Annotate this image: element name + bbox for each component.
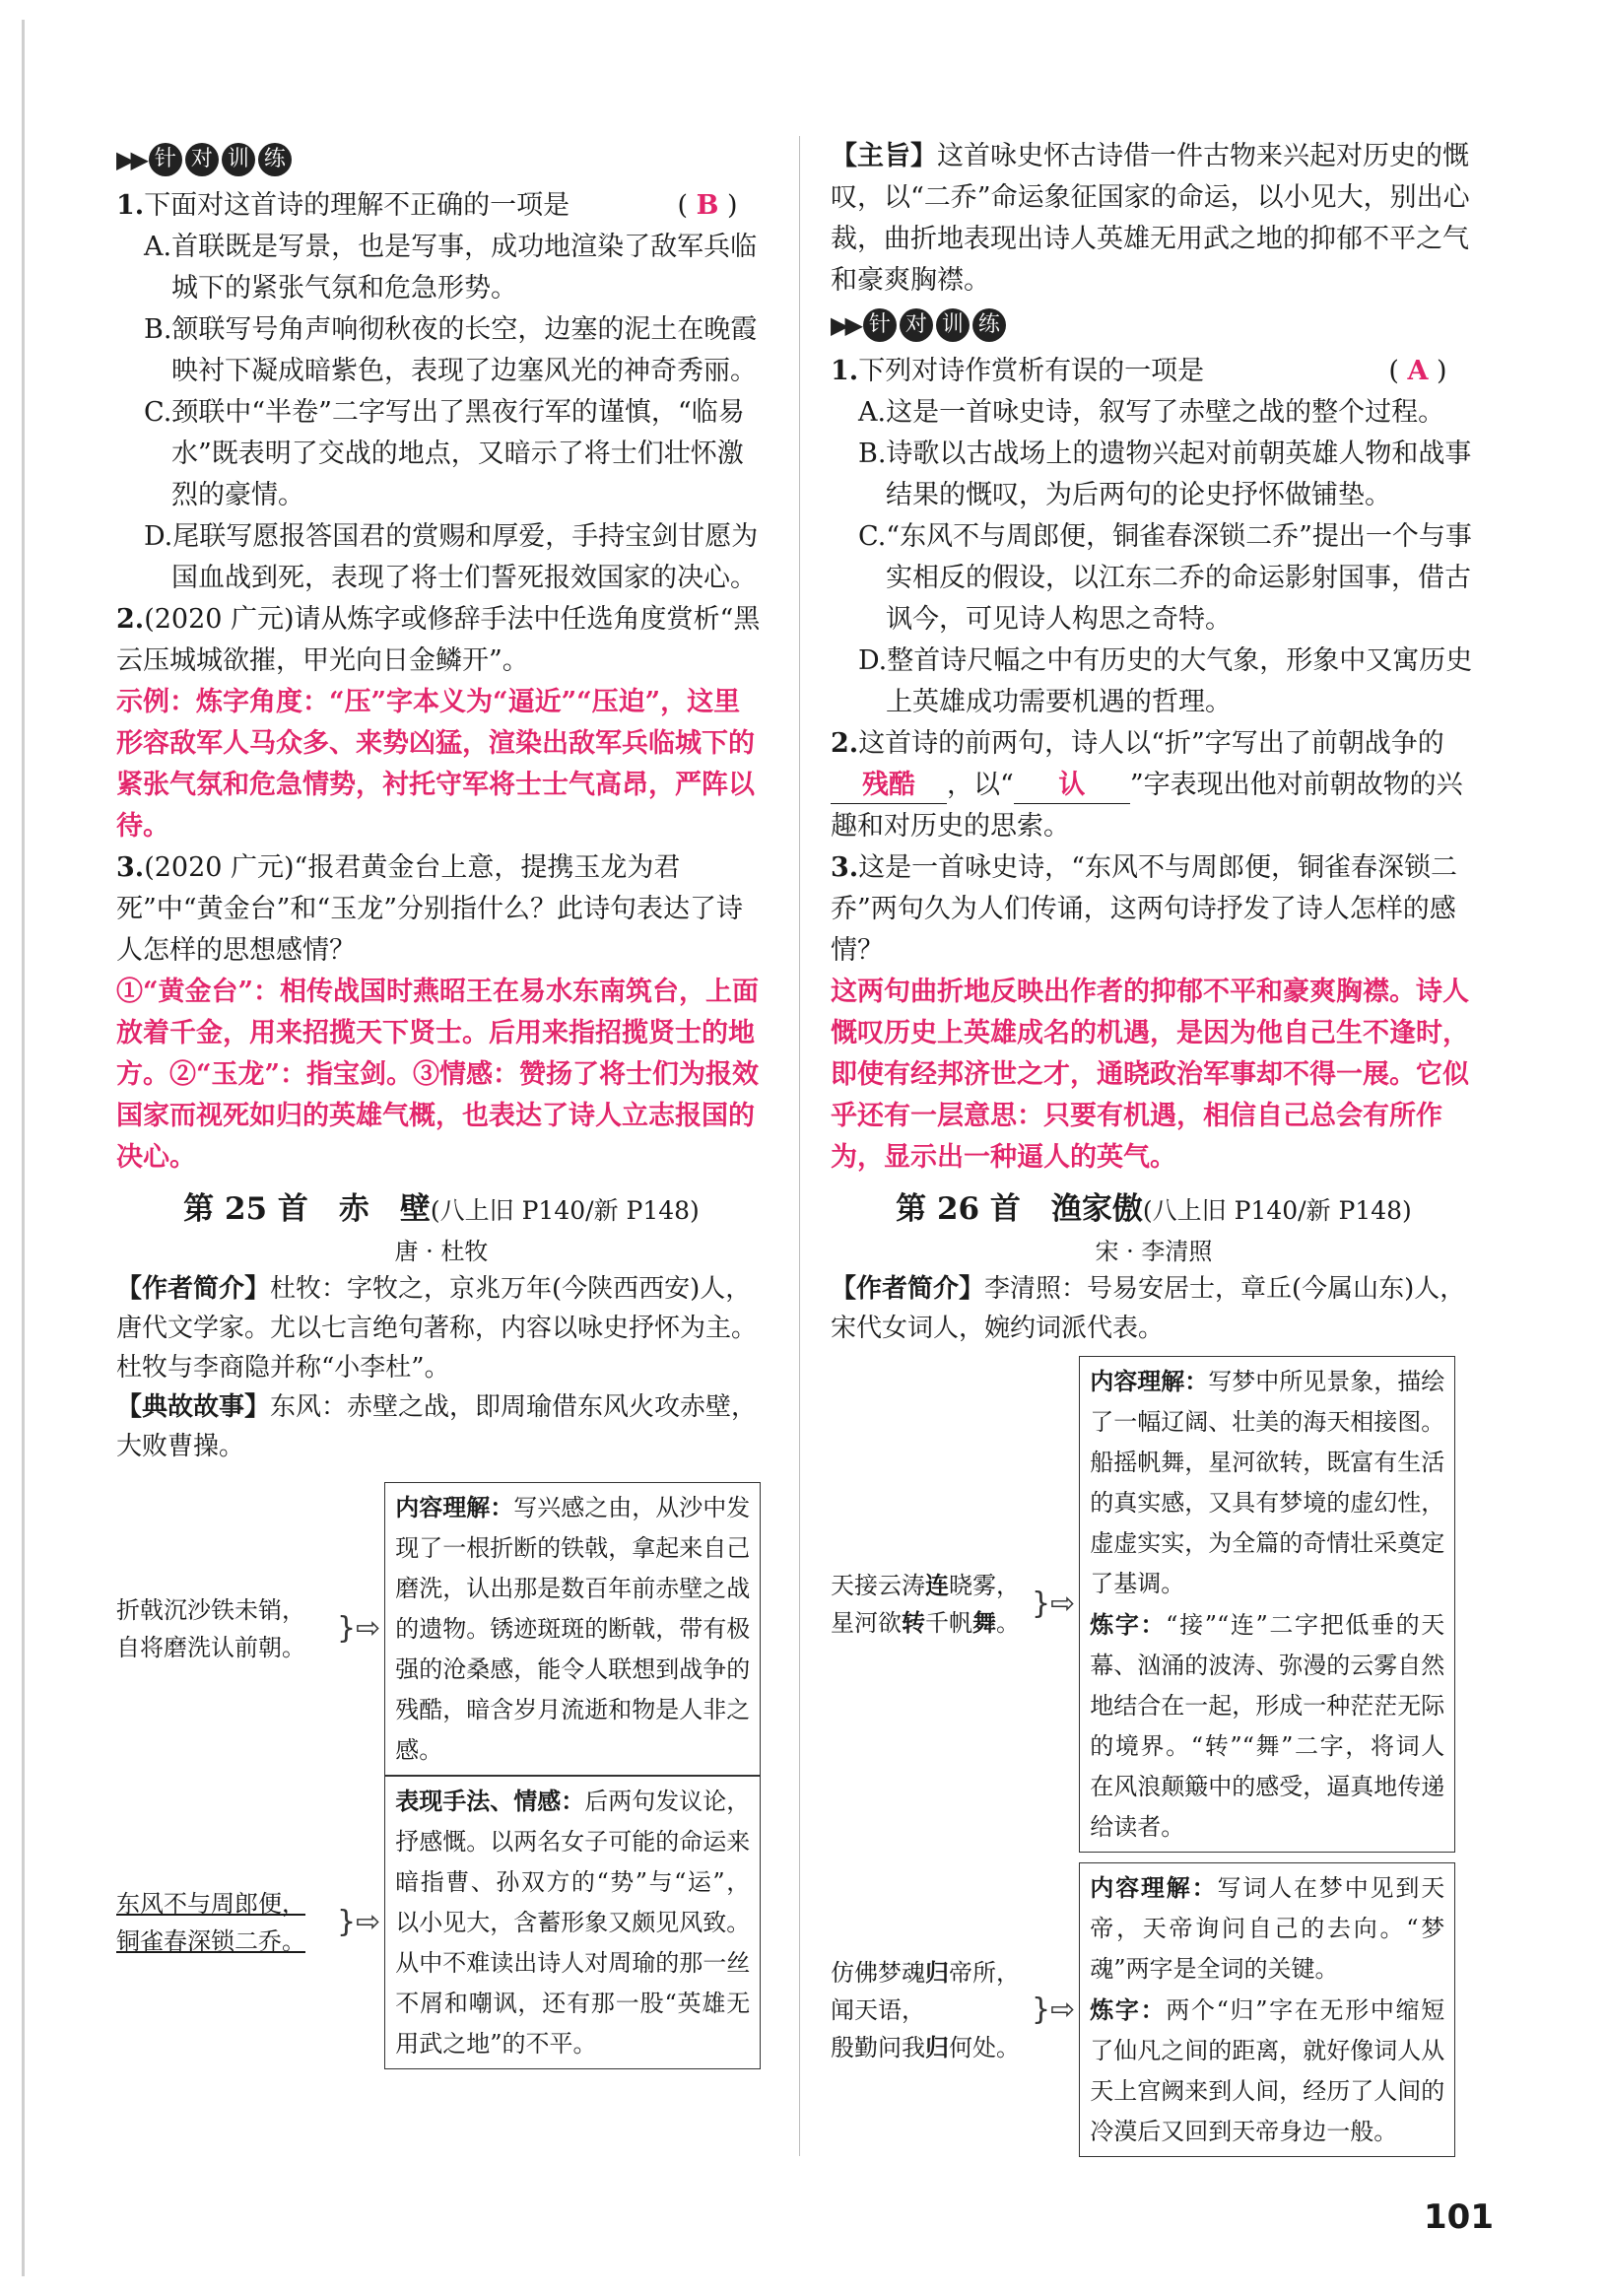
analysis-text: 后两句发议论，抒感慨。以两名女子可能的命运来暗指曹、孙双方的“势”与“运”，以小见大，含蓄形象又颇见风致。从中不难读出诗人对周瑜的那一丝不屑和嘲讽，还有那一股“英雄无用武之地”的不平。 — [395, 1788, 751, 2058]
question-1 — [116, 185, 767, 599]
poem-line: 殷勤问我归何处。 — [831, 2032, 1020, 2061]
poem-line: 仿佛梦魂归帝所， — [831, 1957, 1020, 1987]
analysis-box — [1079, 1862, 1455, 2157]
badge-char: 练 — [972, 308, 1006, 342]
fill-blank-answer: 残酷 — [831, 768, 947, 804]
fill-blank-answer: 认 — [1014, 768, 1130, 804]
poem-title — [116, 1186, 767, 1234]
page-number: 101 — [1424, 2197, 1494, 2237]
poem-lines — [831, 1356, 1028, 1853]
analysis-block-2 — [116, 1776, 767, 2069]
poem-author: 宋 · 李清照 — [1095, 1238, 1213, 1265]
badge-char: 训 — [222, 143, 255, 176]
question-stem: 这是一首咏史诗，“东风不与周郎便，铜雀春深锁二乔”两句久为人们传诵，这两句诗抒发了诗人怎样的感情？ — [831, 852, 1457, 966]
author-intro — [116, 1269, 767, 1387]
badge-char: 练 — [258, 143, 292, 176]
badge-char: 对 — [185, 143, 219, 176]
training-badge — [863, 308, 1006, 342]
option-a: A.这是一首咏史诗，叙写了赤壁之战的整个过程。 — [858, 397, 1445, 428]
poem-line: 闻天语， — [831, 1995, 925, 2024]
analysis-box — [1079, 1356, 1455, 1853]
question-stem: (2020 广元)“报君黄金台上意，提携玉龙为君死”中“黄金台”和“玉龙”分别指什么？此诗句表达了诗人怎样的思想感情？ — [116, 852, 744, 966]
theme-label: 【主旨】 — [831, 141, 937, 171]
author-intro-text: 杜牧：字牧之，京兆万年(今陕西西安)人，唐代文学家。尤以七言绝句著称，内容以咏史抒怀为主。杜牧与李商隐并称“小李杜”。 — [116, 1274, 758, 1383]
poem-line: 折戟沉沙铁未销， — [116, 1596, 305, 1624]
training-header — [831, 302, 1477, 349]
analysis-text: 写梦中所见景象，描绘了一幅辽阔、壮美的海天相接图。船摇帆舞，星河欲转，既富有生活的真实感，又具有梦境的虚幻性，虚虚实实，为全篇的奇情壮采奠定了基调。 — [1090, 1368, 1445, 1597]
analysis-label: 内容理解： — [1090, 1367, 1209, 1395]
author-intro-text: 李清照：号易安居士，章丘(今属山东)人，宋代女词人，婉约词派代表。 — [831, 1274, 1466, 1343]
analysis-text: 写兴感之由，从沙中发现了一根折断的铁戟，拿起来自己磨洗，认出那是数百年前赤壁之战的遗物。锈迹斑斑的断戟，带有极强的沧桑感，能令人联想到战争的残酷，暗含岁月流逝和物是人非之感。 — [395, 1494, 751, 1764]
analysis-text: 两个“归”字在无形中缩短了仙凡之间的距离，就好像词人从天上宫阙来到人间，经历了人间的冷漠后又回到天帝身边一般。 — [1090, 1996, 1445, 2145]
brace-arrow-icon: }⇨ — [337, 1611, 381, 1646]
analysis-label: 表现手法、情感： — [395, 1787, 585, 1815]
poem-title — [831, 1186, 1477, 1234]
allusion-story — [116, 1387, 767, 1466]
author-intro-label: 【作者简介】 — [831, 1274, 985, 1304]
answer-text: 这两句曲折地反映出作者的抑郁不平和豪爽胸襟。诗人慨叹历史上英雄成名的机遇，是因为他自己生不逢时，即使有经邦济世之才，通晓政治军事却不得一展。它似乎还有一层意思：只要有机遇，相信自己总会有所作为，显示出一种逼人的英气。 — [831, 977, 1469, 1173]
question-3 — [116, 847, 767, 1179]
option-d: D.整首诗尺幅之中有历史的大气象，形象中又寓历史上英雄成功需要机遇的哲理。 — [858, 645, 1473, 717]
poem-lines — [831, 1862, 1028, 2157]
author-intro-label: 【作者简介】 — [116, 1274, 271, 1304]
binding-line — [22, 20, 25, 2276]
question-stem: ，以“ — [947, 770, 1014, 800]
option-d: D.尾联写愿报答国君的赏赐和厚爱，手持宝剑甘愿为国血战到死，表现了将士们誓死报效国家的决心。 — [144, 521, 759, 593]
option-c: C.颈联中“半卷”二字写出了黑夜行军的谨慎，“临易水”既表明了交战的地点，又暗示了将士们壮怀激烈的豪情。 — [144, 397, 745, 510]
badge-char: 对 — [900, 308, 933, 342]
left-column — [116, 136, 767, 2069]
double-arrow-icon: ▶▶ — [831, 311, 859, 339]
question-number: 3. — [116, 852, 145, 883]
answer-text: 示例：炼字角度：“压”字本义为“逼近”“压迫”，这里形容敌军人马众多、来势凶猛，渲染出敌军兵临城下的紧张气氛和危急情势，衬托守军将士士气高昂，严阵以待。 — [116, 687, 755, 842]
badge-char: 训 — [936, 308, 970, 342]
poem-lines — [116, 1482, 333, 1776]
question-stem: 下列对诗作赏析有误的一项是 — [858, 356, 1205, 386]
poem-lines — [116, 1776, 333, 2069]
question-stem: (2020 广元)请从炼字或修辞手法中任选角度赏析“黑云压城城欲摧，甲光向日金鳞开”。 — [116, 604, 761, 676]
brace-arrow-icon: }⇨ — [1032, 1587, 1076, 1621]
poem-line: 铜雀春深锁二乔。 — [116, 1927, 305, 1955]
analysis-label: 内容理解： — [395, 1493, 514, 1521]
analysis-box — [384, 1482, 761, 1776]
poem-line: 自将磨洗认前朝。 — [116, 1634, 305, 1661]
training-badge — [149, 143, 292, 176]
allusion-label: 【典故故事】 — [116, 1392, 271, 1422]
question-stem: 下面对这首诗的理解不正确的一项是 — [144, 190, 570, 221]
brace-arrow-icon: }⇨ — [1032, 1992, 1076, 2027]
theme-section — [831, 136, 1477, 302]
poem-line: 东风不与周郎便， — [116, 1890, 305, 1918]
option-a: A.首联既是写景，也是写事，成功地渲染了敌军兵临城下的紧张气氛和危急形势。 — [144, 232, 758, 304]
question-2 — [831, 723, 1477, 847]
answer-choice: ( B ) — [648, 185, 767, 227]
textbook-reference: (八上旧 P140/新 P148) — [1142, 1196, 1412, 1225]
analysis-block-1 — [831, 1356, 1477, 1853]
textbook-reference: (八上旧 P140/新 P148) — [430, 1196, 700, 1225]
option-b: B.颔联写号角声响彻秋夜的长空，边塞的泥土在晚霞映衬下凝成暗紫色，表现了边塞风光的神奇秀丽。 — [144, 314, 758, 386]
option-c: C.“东风不与周郎便，铜雀春深锁二乔”提出一个与事实相反的假设，以江东二乔的命运影射国事，借古讽今，可见诗人构思之奇特。 — [858, 521, 1472, 635]
badge-char: 针 — [149, 143, 182, 176]
question-stem: ”字表现出他对前朝故物的兴趣和对历史的思索。 — [831, 770, 1463, 842]
badge-char: 针 — [863, 308, 897, 342]
answer-choice: ( A ) — [1359, 351, 1477, 392]
poem-title-text: 第 26 首 渔家傲 — [896, 1191, 1143, 1227]
question-3 — [831, 847, 1477, 1179]
analysis-box — [384, 1776, 761, 2069]
poem-line: 天接云涛连晓雾， — [831, 1571, 1020, 1599]
training-header — [116, 136, 767, 183]
author-intro — [831, 1269, 1477, 1348]
double-arrow-icon: ▶▶ — [116, 146, 145, 173]
answer-text: ①“黄金台”：相传战国时燕昭王在易水东南筑台，上面放着千金，用来招揽天下贤士。后用来指招揽贤士的地方。②“玉龙”：指宝剑。③情感：赞扬了将士们为报效国家而视死如归的英雄气概，也表达了诗人立志报国的决心。 — [116, 977, 760, 1173]
analysis-label: 炼字： — [1090, 1995, 1167, 2024]
analysis-label: 内容理解： — [1090, 1873, 1218, 1902]
question-number: 3. — [831, 852, 859, 883]
analysis-text: “接”“连”二字把低垂的天幕、汹涌的波涛、弥漫的云雾自然地结合在一起，形成一种茫茫无际的境界。“转”“舞”二字，将词人在风浪颠簸中的感受，逼真地传递给读者。 — [1090, 1611, 1445, 1841]
allusion-text: 东风：赤壁之战，即周瑜借东风火攻赤壁，大败曹操。 — [116, 1392, 758, 1461]
analysis-text: 写词人在梦中见到天帝，天帝询问自己的去向。“梦魂”两字是全词的关键。 — [1090, 1874, 1445, 1983]
option-b: B.诗歌以古战场上的遗物兴起对前朝英雄人物和战事结果的慨叹，为后两句的论史抒怀做铺垫。 — [858, 439, 1472, 510]
question-number: 2. — [116, 604, 145, 635]
brace-arrow-icon: }⇨ — [337, 1905, 381, 1939]
question-stem: 这首诗的前两句，诗人以“折”字写出了前朝战争的 — [858, 728, 1444, 759]
poem-author: 唐 · 杜牧 — [394, 1238, 489, 1265]
question-1 — [831, 351, 1477, 723]
question-number: 1. — [116, 190, 145, 221]
question-number: 1. — [831, 356, 859, 386]
poem-line: 星河欲转千帆舞。 — [831, 1608, 1020, 1637]
analysis-label: 炼字： — [1090, 1610, 1167, 1639]
right-column — [831, 136, 1477, 2157]
column-divider — [799, 136, 800, 2156]
poem-title-text: 第 25 首 赤 壁 — [183, 1191, 431, 1227]
theme-text: 这首咏史怀古诗借一件古物来兴起对历史的慨叹，以“二乔”命运象征国家的命运，以小见大，别出心裁，曲折地表现出诗人英雄无用武之地的抑郁不平之气和豪爽胸襟。 — [831, 141, 1470, 296]
analysis-block-2 — [831, 1862, 1477, 2157]
question-2 — [116, 599, 767, 847]
question-number: 2. — [831, 728, 859, 759]
analysis-block-1 — [116, 1482, 767, 1776]
